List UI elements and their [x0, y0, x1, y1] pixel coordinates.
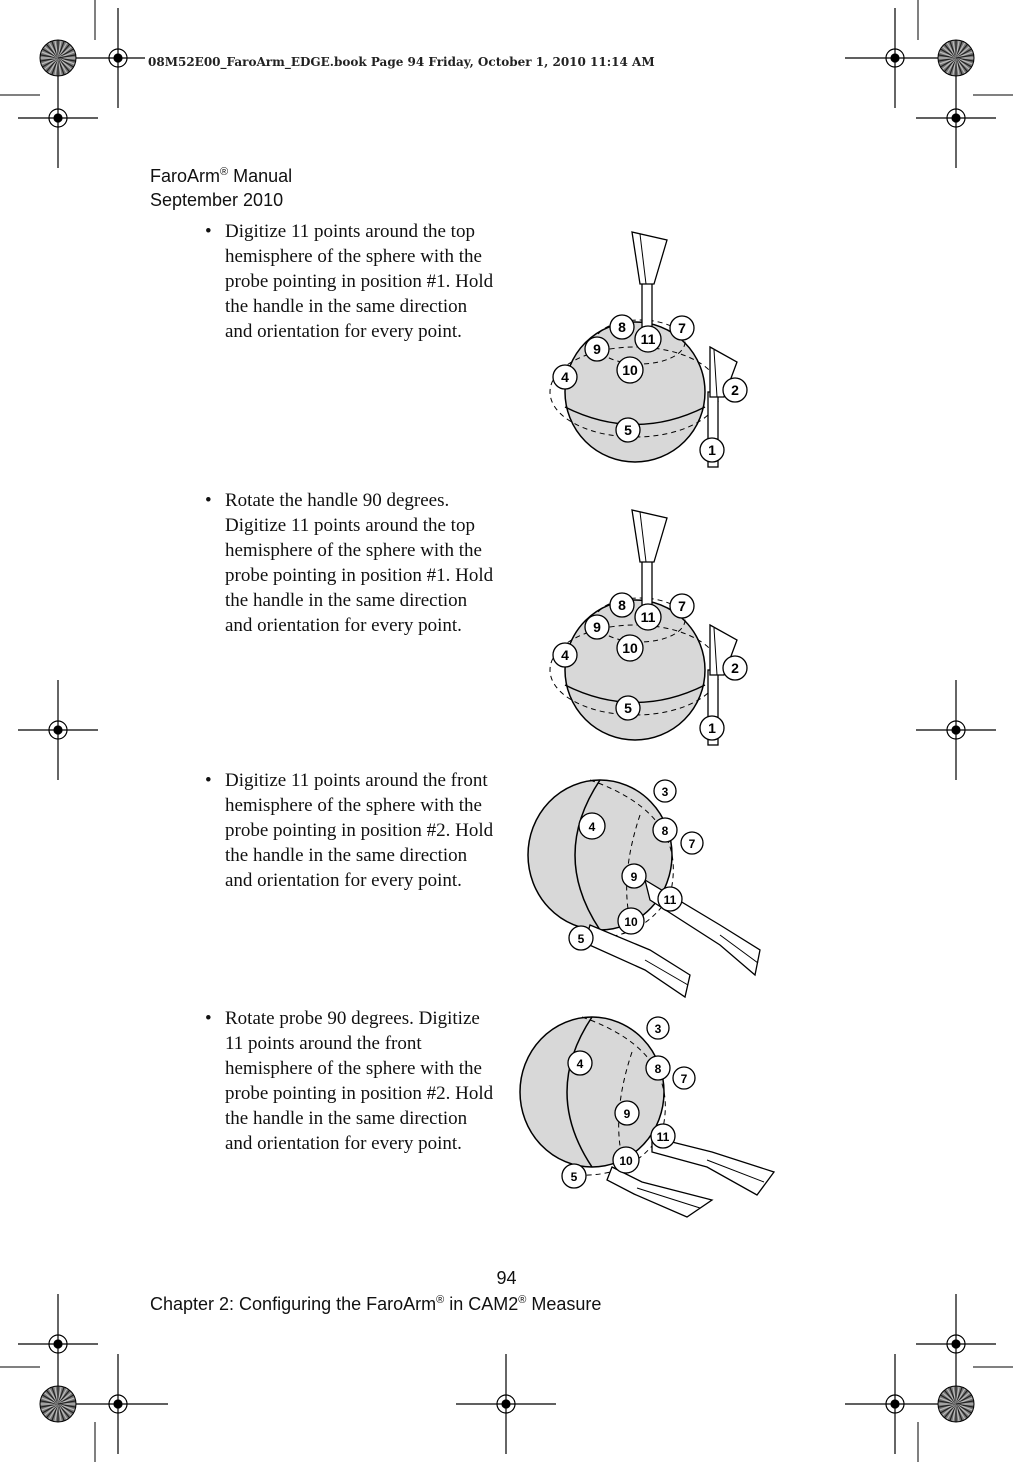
point-label: 10	[622, 640, 638, 656]
point-label: 4	[588, 820, 596, 834]
point-label: 7	[678, 598, 686, 614]
point-label: 8	[618, 597, 626, 613]
point-label: 11	[640, 609, 656, 625]
starburst-mark	[40, 40, 76, 76]
point-label: 9	[630, 870, 638, 884]
page-number: 94	[496, 1268, 517, 1288]
book-slug: 08M52E00_FaroArm_EDGE.book Page 94 Friday, October 1, 2010 11:14 AM	[145, 55, 658, 69]
sphere-figure-front-1	[520, 775, 780, 1005]
point-label: 1	[708, 720, 716, 736]
reg-target	[18, 1294, 98, 1394]
starburst-mark	[938, 40, 974, 76]
point-label: 3	[661, 785, 669, 799]
point-label: 1	[708, 442, 716, 458]
point-label: 9	[623, 1107, 631, 1121]
chapter-footer: Chapter 2: Configuring the FaroArm® in CAM2® Measure	[150, 1294, 602, 1314]
reg-target	[456, 1354, 556, 1454]
sphere-figure-top-2	[540, 500, 770, 765]
reg-target	[845, 1354, 945, 1454]
starburst-mark	[938, 1386, 974, 1422]
point-label: 10	[622, 362, 638, 378]
point-label: 11	[640, 331, 656, 347]
point-label: 9	[593, 341, 601, 357]
page-header	[150, 160, 292, 212]
reg-target	[916, 680, 996, 780]
point-label: 8	[661, 824, 669, 838]
point-label: 5	[577, 932, 585, 946]
instruction-bullet: • Rotate probe 90 degrees. Digitize 11 points around the front hemisphere of the sphere with the probe pointing in position #2. Hold the handle in the same direction and orientation for every point.	[205, 1008, 494, 1154]
point-label: 2	[731, 660, 739, 676]
point-label: 11	[663, 893, 677, 907]
point-label: 11	[656, 1130, 670, 1144]
point-label: 7	[678, 320, 686, 336]
reg-target	[18, 68, 98, 168]
point-label: 2	[731, 382, 739, 398]
point-label: 5	[570, 1170, 578, 1184]
manual-title: FaroArm® Manual	[150, 166, 293, 186]
reg-target	[18, 680, 98, 780]
point-label: 8	[618, 319, 626, 335]
point-label: 10	[619, 1154, 633, 1168]
point-label: 8	[654, 1062, 662, 1076]
sphere-figure-top-1	[540, 222, 770, 487]
sphere-figure-front-2	[512, 1012, 780, 1227]
point-label: 4	[576, 1057, 584, 1071]
instruction-bullet: • Rotate the handle 90 degrees. Digitize 11 points around the top hemisphere of the sphere with the probe pointing in position #1. Hold the handle in the same direction and orientation for every point.	[205, 490, 494, 636]
point-label: 5	[624, 700, 632, 716]
point-label: 3	[654, 1022, 662, 1036]
point-label: 4	[561, 369, 569, 385]
point-label: 5	[624, 422, 632, 438]
point-label: 7	[680, 1072, 688, 1086]
reg-target	[916, 68, 996, 168]
reg-target	[916, 1294, 996, 1394]
point-label: 4	[561, 647, 569, 663]
manual-date: September 2010	[150, 190, 284, 210]
point-label: 10	[624, 915, 638, 929]
point-label: 7	[688, 837, 696, 851]
reg-target	[845, 8, 945, 108]
point-label: 9	[593, 619, 601, 635]
instruction-bullet: • Digitize 11 points around the front hemisphere of the sphere with the probe pointing in position #2. Hold the handle in the same direction and orientation for every point.	[205, 770, 494, 891]
reg-target	[68, 1354, 168, 1454]
instruction-bullet: • Digitize 11 points around the top hemisphere of the sphere with the probe pointing in position #1. Hold the handle in the same direction and orientation for every point.	[205, 221, 494, 342]
starburst-mark	[40, 1386, 76, 1422]
